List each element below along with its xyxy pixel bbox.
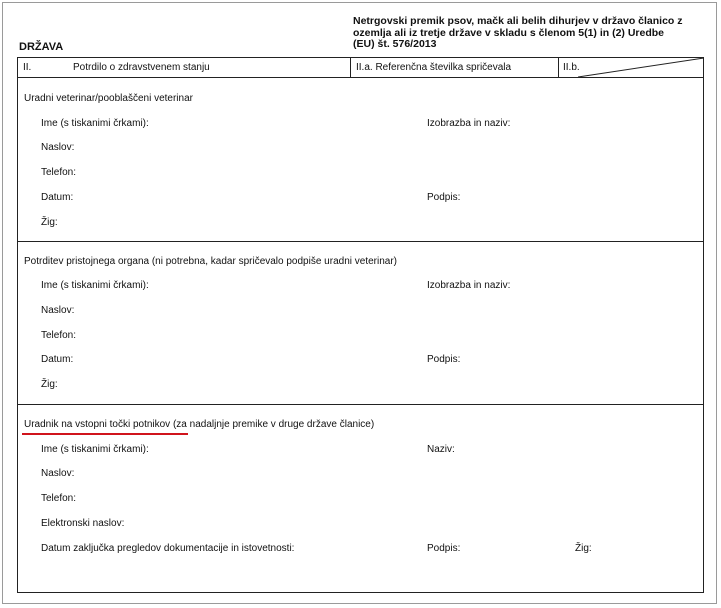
qualification-field-label: Izobrazba in naziv: — [427, 280, 511, 291]
section-title: Potrditev pristojnega organa (ni potrebna, kadar spričevalo podpiše uradni veterinar) — [24, 256, 397, 267]
address-field-label: Naslov: — [41, 305, 75, 316]
qualification-field-label: Naziv: — [427, 444, 455, 455]
signature-field-label: Podpis: — [427, 354, 461, 365]
section-title-rest: za nadaljnje premike v druge države članice) — [176, 419, 375, 430]
section-title-main: Uradnik na vstopni točki potnikov ( — [24, 419, 177, 430]
address-field-label: Naslov: — [41, 142, 75, 153]
certificate-table — [17, 57, 704, 593]
email-field-label: Elektronski naslov: — [41, 518, 125, 529]
reference-2-label: II.b. — [563, 62, 580, 73]
phone-field-label: Telefon: — [41, 330, 77, 341]
name-field-label: Ime (s tiskanimi črkami): — [41, 444, 149, 455]
column-divider — [558, 58, 559, 78]
signature-field-label: Podpis: — [427, 192, 461, 203]
title-line: Netrgovski premik psov, mačk ali belih dihurjev v državo članico z — [353, 15, 683, 27]
title-line: (EU) št. 576/2013 — [353, 38, 437, 50]
section-title: Uradni veterinar/pooblaščeni veterinar — [24, 93, 193, 104]
completion-date-field-label: Datum zaključka pregledov dokumentacije in istovetnosti: — [41, 543, 295, 554]
name-field-label: Ime (s tiskanimi črkami): — [41, 118, 149, 129]
phone-field-label: Telefon: — [41, 167, 77, 178]
date-field-label: Datum: — [41, 354, 74, 365]
title-line: ozemlja ali iz tretje države v skladu s členom 5(1) in (2) Uredbe — [353, 26, 665, 39]
phone-field-label: Telefon: — [41, 493, 77, 504]
part-number: II. — [23, 62, 32, 73]
certificate-title — [353, 16, 703, 51]
entry-point-officer-section — [18, 405, 703, 592]
country-label: DRŽAVA — [19, 41, 64, 53]
signature-field-label: Podpis: — [427, 543, 461, 554]
competent-authority-section — [18, 242, 703, 403]
date-field-label: Datum: — [41, 192, 74, 203]
stamp-field-label: Žig: — [41, 379, 58, 390]
stamp-field-label: Žig: — [41, 217, 58, 228]
official-veterinarian-section — [18, 78, 703, 241]
address-field-label: Naslov: — [41, 468, 75, 479]
qualification-field-label: Izobrazba in naziv: — [427, 118, 511, 129]
part-title: Potrdilo o zdravstvenem stanju — [73, 62, 210, 73]
part-header-row — [18, 58, 703, 78]
name-field-label: Ime (s tiskanimi črkami): — [41, 280, 149, 291]
reference-number-label: II.a. Referenčna številka spričevala — [356, 62, 512, 73]
diagonal-strike — [578, 58, 704, 78]
column-divider — [350, 58, 351, 78]
red-underline-annotation — [22, 433, 188, 435]
section-title — [24, 419, 374, 430]
stamp-field-label: Žig: — [575, 543, 592, 554]
